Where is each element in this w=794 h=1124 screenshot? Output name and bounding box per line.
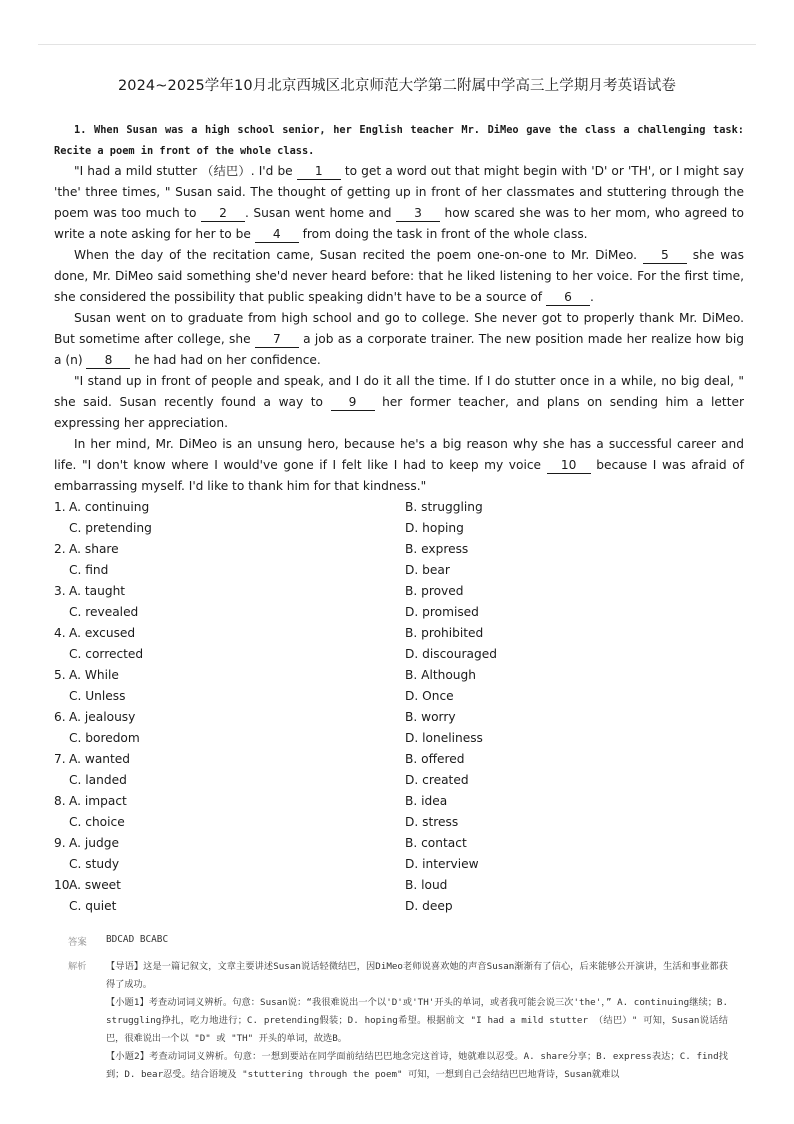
option-a[interactable]: A. sweet — [69, 878, 121, 892]
option-a[interactable]: A. jealousy — [69, 710, 136, 724]
option-d[interactable]: D. promised — [405, 605, 479, 619]
blank-1: 1 — [297, 164, 341, 180]
blank-5: 5 — [643, 248, 687, 264]
option-row — [54, 665, 744, 686]
option-d[interactable]: D. interview — [405, 857, 479, 871]
passage-paragraph: "I had a mild stutter （结巴）. I'd be 1 to get a word out that might begin with 'D' or 'TH', or I might say 'the' three times, " Susan said. The thought of getting up in front of her classmates and stuttering through the poem was too much to 2 . Susan went home and 3 how scared she was to her mom, who agreed to write a note asking for her to be 4 from doing the task in front of the whole class. — [54, 164, 744, 241]
option-a[interactable]: A. impact — [69, 794, 127, 808]
blank-2: 2 — [201, 206, 245, 222]
option-row — [54, 581, 744, 602]
cloze-passage — [54, 161, 744, 497]
question-number: 6. — [54, 710, 66, 724]
option-b[interactable]: B. idea — [405, 794, 448, 808]
question-number: 1. — [54, 500, 66, 514]
option-row — [54, 791, 744, 812]
explanation-line: 【小题1】考查动词词义辨析。句意：Susan说：“我很难说出一个以'D'或'TH'开头的单词，或者我可能会说三次'the'，” A. continuing继续；B. struggling挣扎，吃力地进行；C. pretending假装；D. hoping希望。根据前文 "I had a mild stutter （结巴）" 可知，Susan说话结巴，很难说出一个以 "D" 或 "TH" 开头的单词，故选B。 — [106, 997, 728, 1044]
passage-paragraph: When the day of the recitation came, Susan recited the poem one-on-one to Mr. DiMeo. 5 she was done, Mr. DiMeo said something she'd never heard before: that he liked listening to her voice. For the first time, she considered the possibility that public speaking didn't have to be a source of 6 . — [54, 248, 745, 304]
blank-4: 4 — [255, 227, 299, 243]
option-row — [54, 623, 744, 644]
blank-7: 7 — [255, 332, 299, 348]
option-c[interactable]: C. find — [69, 563, 109, 577]
option-row — [54, 812, 744, 833]
option-c[interactable]: C. Unless — [69, 689, 126, 703]
option-row — [54, 602, 744, 623]
option-b[interactable]: B. express — [405, 542, 469, 556]
question-number: 8. — [54, 794, 66, 808]
option-d[interactable]: D. hoping — [405, 521, 464, 535]
option-row — [54, 644, 744, 665]
question-number: 10 — [54, 878, 70, 892]
top-divider — [38, 44, 756, 45]
explanation-body — [106, 958, 728, 1084]
option-a[interactable]: A. judge — [69, 836, 119, 850]
option-c[interactable]: C. pretending — [69, 521, 152, 535]
option-row — [54, 875, 744, 896]
page-title: 2024~2025学年10月北京西城区北京师范大学第二附属中学高三上学期月考英语试卷 — [117, 78, 677, 94]
question-number: 9. — [54, 836, 66, 850]
blank-10: 10 — [547, 458, 591, 474]
blank-3: 3 — [396, 206, 440, 222]
passage-paragraph: Susan went on to graduate from high school and go to college. She never got to properly thank Mr. DiMeo. But sometime after college, she 7 a job as a corporate trainer. The new position made her realize how big a (n) 8 he had had on her confidence. — [54, 311, 744, 367]
option-row — [54, 560, 744, 581]
blank-8: 8 — [86, 353, 130, 369]
option-row — [54, 497, 744, 518]
option-row — [54, 896, 744, 917]
explanation-line: 【小题2】考查动词词义辨析。句意：一想到要站在同学面前结结巴巴地念完这首诗，她就难以忍受。A. share分享；B. express表达；C. find找到；D. bear忍受。结合语境及 "stuttering through the poem" 可知，一想到自己会结结巴巴地背诗，Susan就难以 — [106, 1051, 728, 1080]
blank-6: 6 — [546, 290, 590, 306]
question-number: 5. — [54, 668, 66, 682]
option-a[interactable]: A. While — [69, 668, 119, 682]
option-d[interactable]: D. discouraged — [405, 647, 497, 661]
option-d[interactable]: D. created — [405, 773, 469, 787]
option-d[interactable]: D. loneliness — [405, 731, 483, 745]
option-b[interactable]: B. proved — [405, 584, 464, 598]
answer-value: BDCAD BCABC — [106, 934, 169, 945]
option-b[interactable]: B. prohibited — [405, 626, 484, 640]
option-a[interactable]: A. continuing — [69, 500, 150, 514]
blank-9: 9 — [331, 395, 375, 411]
option-b[interactable]: B. offered — [405, 752, 465, 766]
question-number: 3. — [54, 584, 66, 598]
option-row — [54, 749, 744, 770]
explanation-line: 【导语】这是一篇记叙文，文章主要讲述Susan说话轻微结巴，因DiMeo老师说喜欢她的声音Susan渐渐有了信心，后来能够公开演讲，生活和事业都获得了成功。 — [106, 961, 728, 990]
option-b[interactable]: B. Although — [405, 668, 476, 682]
option-c[interactable]: C. study — [69, 857, 120, 871]
option-a[interactable]: A. excused — [69, 626, 136, 640]
option-c[interactable]: C. choice — [69, 815, 125, 829]
option-c[interactable]: C. quiet — [69, 899, 117, 913]
option-row — [54, 518, 744, 539]
option-b[interactable]: B. worry — [405, 710, 456, 724]
question-number: 4. — [54, 626, 66, 640]
question-intro: 1. When Susan was a high school senior, her English teacher Mr. DiMeo gave the class a challenging task: Recite a poem in front of the whole class. — [54, 124, 744, 157]
option-d[interactable]: D. stress — [405, 815, 459, 829]
option-a[interactable]: A. share — [69, 542, 119, 556]
option-b[interactable]: B. loud — [405, 878, 448, 892]
option-d[interactable]: D. Once — [405, 689, 454, 703]
question-number: 2. — [54, 542, 66, 556]
option-c[interactable]: C. revealed — [69, 605, 139, 619]
passage-paragraph: In her mind, Mr. DiMeo is an unsung hero, because he's a big reason why she has a successful career and life. "I don't know where I would've gone if I felt like I had to keep my voice 10 because I was afraid of embarrassing myself. I'd like to thank him for that kindness." — [54, 437, 744, 493]
option-row — [54, 539, 744, 560]
option-row — [54, 770, 744, 791]
option-d[interactable]: D. bear — [405, 563, 450, 577]
option-c[interactable]: C. corrected — [69, 647, 144, 661]
option-a[interactable]: A. taught — [69, 584, 126, 598]
answer-label: 答案 — [68, 937, 87, 948]
options-list — [54, 497, 744, 917]
passage-paragraph: "I stand up in front of people and speak, and I do it all the time. If I do stutter once in a while, no big deal, " she said. Susan recently found a way to 9 her former teacher, and plans on sending him a letter expressing her appreciation. — [54, 374, 744, 430]
option-b[interactable]: B. contact — [405, 836, 467, 850]
option-c[interactable]: C. boredom — [69, 731, 140, 745]
option-row — [54, 854, 744, 875]
option-row — [54, 833, 744, 854]
option-a[interactable]: A. wanted — [69, 752, 131, 766]
explanation-label: 解析 — [68, 961, 87, 972]
option-row — [54, 728, 744, 749]
option-b[interactable]: B. struggling — [405, 500, 483, 514]
question-number: 7. — [54, 752, 66, 766]
option-d[interactable]: D. deep — [405, 899, 453, 913]
option-row — [54, 707, 744, 728]
option-c[interactable]: C. landed — [69, 773, 127, 787]
option-row — [54, 686, 744, 707]
